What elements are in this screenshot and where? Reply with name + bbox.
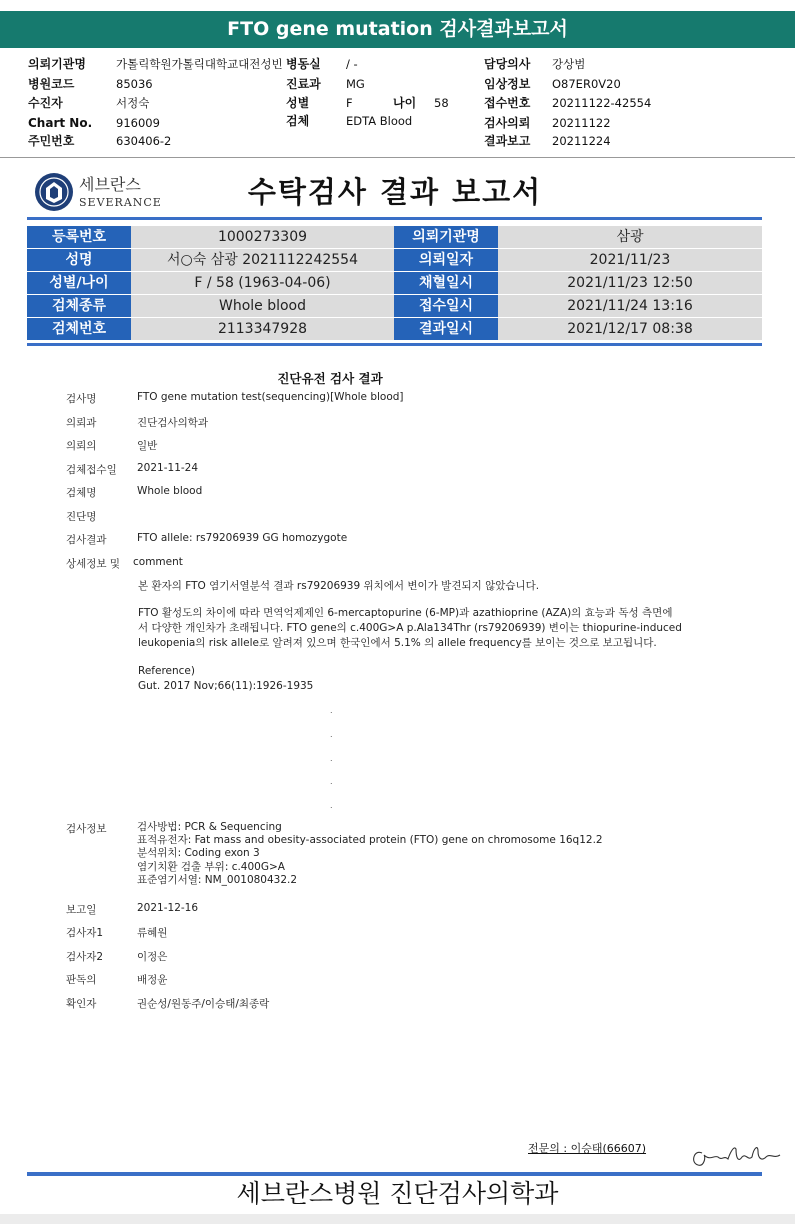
- header-value: 20211122: [552, 116, 611, 130]
- table-row: [27, 249, 762, 271]
- field-label: 보고일: [66, 904, 97, 916]
- logo-korean-text: 세브란스: [79, 175, 141, 194]
- dot: .: [330, 730, 333, 739]
- divider: [0, 157, 795, 158]
- header-label: 진료과: [286, 77, 321, 91]
- cell-label: 의뢰기관명: [394, 226, 498, 248]
- field-value: 류혜원: [137, 927, 168, 939]
- table-row: [27, 272, 762, 294]
- field-label: 의뢰과: [66, 417, 97, 429]
- header-label: 병원코드: [28, 77, 75, 91]
- cell-value: 2021/11/23: [498, 249, 762, 271]
- header-label: 성별: [286, 96, 310, 110]
- header-value: 강상범: [552, 57, 586, 71]
- comment-paragraph: FTO 활성도의 차이에 따라 면역억제제인 6-mercaptopurine (6-MP)과 azathioprine (AZA)의 효능과 독성 측면에: [138, 607, 673, 619]
- field-value: 2021-12-16: [137, 902, 199, 914]
- test-info-line: 검사방법: PCR & Sequencing: [137, 821, 282, 833]
- field-label: 검사명: [66, 393, 97, 405]
- comment-paragraph: leukopenia의 risk allele로 알려져 있으며 한국인에서 5.1% 의 allele frequency를 보이는 것으로 보고됩니다.: [138, 637, 657, 649]
- cell-label: 검체번호: [27, 318, 131, 340]
- header-label: 담당의사: [484, 57, 531, 71]
- table-row: [27, 226, 762, 248]
- header-value: EDTA Blood: [346, 114, 413, 128]
- cell-label: 의뢰일자: [394, 249, 498, 271]
- cell-label: 채혈일시: [394, 272, 498, 294]
- field-label: 검체명: [66, 487, 97, 499]
- result-section-title: 진단유전 검사 결과: [277, 371, 383, 386]
- header-label: 의뢰기관명: [28, 57, 86, 71]
- header-value: 85036: [116, 77, 153, 91]
- test-info-lines: [137, 821, 603, 887]
- divider: [27, 1172, 762, 1176]
- field-value: comment: [133, 556, 183, 568]
- field-value: 진단검사의학과: [137, 417, 209, 429]
- header-value: O87ER0V20: [552, 77, 621, 91]
- field-value: Whole blood: [137, 485, 203, 497]
- dot: .: [330, 706, 333, 715]
- cell-value: 삼광: [498, 226, 762, 248]
- university-seal-icon: [33, 169, 162, 215]
- field-label: 검사정보: [66, 823, 107, 835]
- cell-value: 서○숙 삼광 2021112242554: [131, 249, 394, 271]
- header-value: / -: [346, 57, 358, 71]
- header-label: 임상정보: [484, 77, 531, 91]
- cell-value: Whole blood: [131, 295, 394, 317]
- field-label: 검사자2: [66, 951, 104, 963]
- cell-value: F / 58 (1963-04-06): [131, 272, 394, 294]
- header-label: 결과보고: [484, 134, 531, 148]
- cell-label: 결과일시: [394, 318, 498, 340]
- header-label: 나이: [393, 96, 417, 110]
- divider: [27, 343, 762, 346]
- header-label: 접수번호: [484, 96, 531, 110]
- severance-logo: [33, 169, 162, 215]
- field-value: 배정윤: [137, 974, 168, 986]
- reference-text: Gut. 2017 Nov;66(11):1926-1935: [138, 680, 314, 692]
- test-info-line: 염기치환 검출 부위: c.400G>A: [137, 860, 285, 873]
- cell-label: 접수일시: [394, 295, 498, 317]
- table-row: [27, 295, 762, 317]
- field-label: 진단명: [66, 511, 97, 523]
- header-label: 검사의뢰: [484, 116, 531, 130]
- cell-value: 2021/12/17 08:38: [498, 318, 762, 340]
- cell-value: 2021/11/23 12:50: [498, 272, 762, 294]
- test-info-line: 분석위치: Coding exon 3: [137, 847, 260, 860]
- field-value: 일반: [137, 440, 158, 452]
- dot: .: [330, 777, 333, 786]
- field-label: 검체접수일: [66, 464, 117, 476]
- header-value: F: [346, 96, 353, 110]
- field-label: 검사결과: [66, 534, 107, 546]
- footer-department: 세브란스병원 진단검사의학과: [236, 1179, 559, 1208]
- header-value: MG: [346, 77, 365, 91]
- table-row: [27, 318, 762, 340]
- cell-value: 1000273309: [131, 226, 394, 248]
- field-value: FTO allele: rs79206939 GG homozygote: [137, 532, 348, 544]
- divider: [27, 217, 762, 220]
- field-value: 권순성/원동주/이승태/최종락: [137, 998, 270, 1010]
- cell-value: 2113347928: [131, 318, 394, 340]
- comment-paragraph: 본 환자의 FTO 염기서열분석 결과 rs79206939 위치에서 변이가 발견되지 않았습니다.: [138, 580, 540, 592]
- header-label: 검체: [286, 114, 310, 128]
- reference-label: Reference): [138, 665, 195, 677]
- logo-english-text: SEVERANCE: [79, 196, 162, 209]
- cell-label: 검체종류: [27, 295, 131, 317]
- header-value: 가톨릭학원가톨릭대학교대전성빈: [116, 57, 283, 71]
- field-value: FTO gene mutation test(sequencing)[Whole blood]: [137, 391, 404, 403]
- comment-paragraph: 서 다양한 개인차가 초래됩니다. FTO gene의 c.400G>A p.Ala134Thr (rs79206939) 변이는 thiopurine-induced: [138, 622, 682, 634]
- header-value: 20211224: [552, 134, 611, 148]
- cell-label: 성별/나이: [27, 272, 131, 294]
- test-info-line: 표적유전자: Fat mass and obesity-associated protein (FTO) gene on chromosome 16q12.2: [137, 834, 603, 847]
- dot: .: [330, 754, 333, 763]
- field-label: 상세정보 및: [66, 558, 121, 570]
- report-title: 수탁검사 결과 보고서: [247, 175, 543, 209]
- specialist-label: 전문의 : 이승태(66607): [528, 1142, 647, 1155]
- header-label: 수진자: [28, 96, 63, 110]
- header-label: 병동실: [286, 57, 321, 71]
- header-label: Chart No.: [28, 116, 93, 130]
- test-info-line: 표준염기서열: NM_001080432.2: [137, 873, 298, 886]
- cell-label: 등록번호: [27, 226, 131, 248]
- field-label: 확인자: [66, 998, 97, 1010]
- signature-icon: [688, 1135, 788, 1171]
- cell-label: 성명: [27, 249, 131, 271]
- header-label: 주민번호: [28, 134, 75, 148]
- field-label: 검사자1: [66, 927, 104, 939]
- field-label: 의뢰의: [66, 440, 97, 452]
- header-value: 58: [434, 96, 449, 110]
- header-value: 916009: [116, 116, 160, 130]
- header-value: 서정숙: [116, 96, 150, 110]
- report-title-bar: FTO gene mutation 검사결과보고서: [0, 11, 795, 48]
- field-value: 이정은: [137, 951, 168, 963]
- dot: .: [330, 801, 333, 810]
- header-value: 630406-2: [116, 134, 172, 148]
- field-value: 2021-11-24: [137, 462, 199, 474]
- cell-value: 2021/11/24 13:16: [498, 295, 762, 317]
- header-value: 20211122-42554: [552, 96, 652, 110]
- field-label: 판독의: [66, 974, 97, 986]
- bottom-strip: [0, 1214, 795, 1224]
